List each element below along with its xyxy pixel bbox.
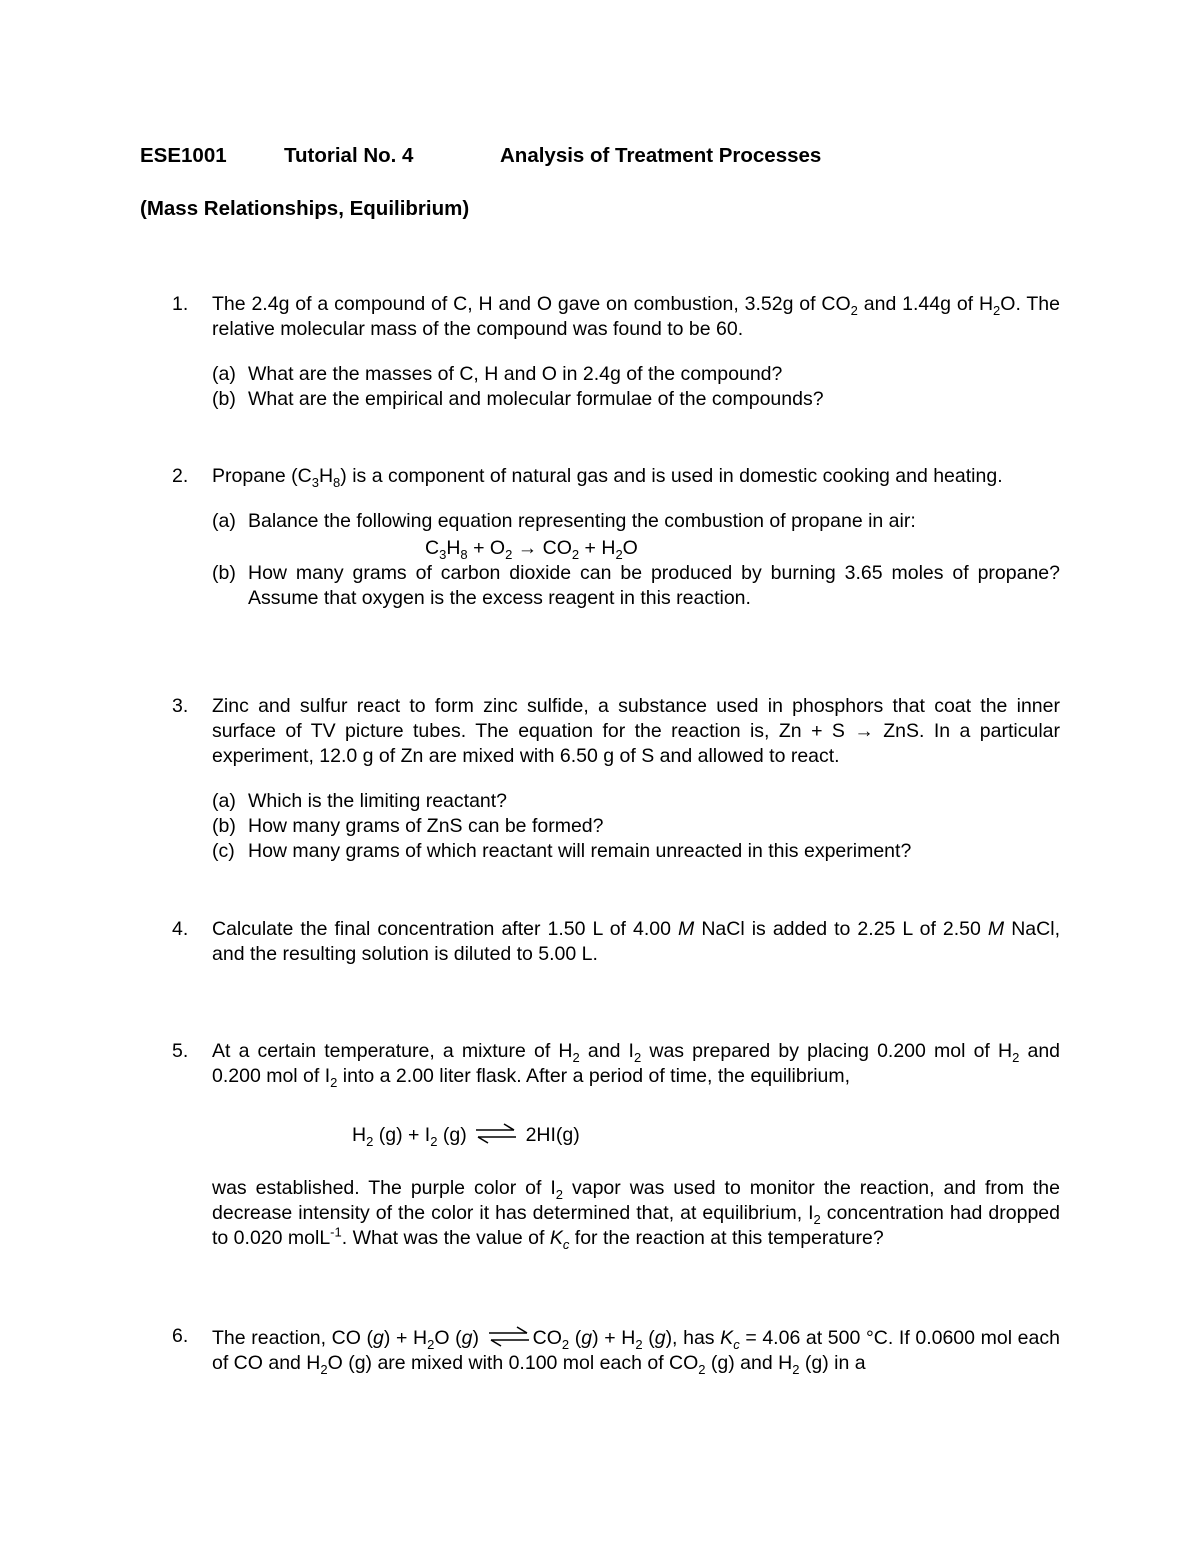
question-number: 1. — [172, 293, 189, 315]
question-text: Propane $(C_3H_8)$ is a component of natural gas and is used in domestic cooking and heating. — [212, 465, 1003, 490]
combustion-equation: $C_3H_8 + O_2 \to CO_2 + H_2O$ — [425, 537, 638, 562]
equilibrium-arrow-icon — [487, 1324, 531, 1350]
question-part: (c) How many grams of which reactant will remain unreacted in this experiment? — [212, 840, 912, 862]
question-text: The reaction, CO $(g) + H_2O$ (g) $CO_2$ $(g) + H_2$ (g), has $K_c = 4.06$ at 500 °C. If 0.0600 mol each of CO and $H_2O$ (g) are mixed with 0.100 mol each of $CO_2$ (g) and $H_2$ (g) in a — [212, 1324, 1060, 1376]
question-number: 4. — [172, 918, 189, 940]
question-5 — [172, 1039, 1060, 1089]
question-3 — [172, 694, 1060, 864]
question-part: (b) How many grams of ZnS can be formed? — [212, 815, 604, 837]
question-part: (a) Which is the limiting reactant? — [212, 790, 508, 812]
question-part: (b) What are the empirical and molecular formulae of the compounds? — [212, 388, 824, 410]
question-5-continued — [172, 1176, 1060, 1251]
question-text: At a certain temperature, a mixture of $H_2$ and $I_2$ was prepared by placing 0.200 mol of $H_2$ and 0.200 mol of $I_2$ into a 2.00 liter flask. After a period of time, the equilibrium, — [212, 1040, 1061, 1090]
equilibrium-arrow-icon — [474, 1121, 518, 1147]
question-1 — [172, 292, 1060, 412]
question-6 — [172, 1324, 1060, 1376]
question-part: (b) How many grams of carbon dioxide can be produced by burning 3.65 moles of propane? Assume that oxygen is the excess reagent in this reaction. — [212, 562, 1060, 609]
document-title: Analysis of Treatment Processes — [500, 144, 822, 167]
question-2 — [172, 464, 1060, 611]
equilibrium-equation: $H_2$ $(g) + I_2$ (g) 2HI(g) — [352, 1121, 580, 1147]
question-part: (a) Balance the following equation representing the combustion of propane in air: — [212, 510, 916, 532]
question-text: Calculate the final concentration after 1.50 L of 4.00 M NaCl is added to 2.25 L of 2.50 M NaCl, and the resulting solution is diluted to 5.00 L. — [212, 918, 1060, 965]
document-subtitle: (Mass Relationships, Equilibrium) — [140, 197, 470, 220]
question-text: The 2.4g of a compound of C, H and O gave on combustion, 3.52g of $CO_2$ and 1.44g of $H_2O$. The relative molecular mass of the compound was found to be 60. — [212, 293, 1060, 340]
question-number: 5. — [172, 1040, 189, 1062]
question-number: 6. — [172, 1325, 189, 1347]
question-text: Zinc and sulfur react to form zinc sulfide, a substance used in phosphors that coat the inner surface of TV picture tubes. The equation for the reaction is, Zn + S → ZnS. In a particular experiment, 12.0 g of Zn are mixed with 6.50 g of S and allowed to react. — [212, 695, 1060, 767]
tutorial-number: Tutorial No. 4 — [284, 144, 414, 167]
question-4 — [172, 917, 1060, 967]
course-code: ESE1001 — [140, 144, 227, 167]
question-part: (a) What are the masses of C, H and O in 2.4g of the compound? — [212, 363, 783, 385]
question-number: 3. — [172, 695, 189, 717]
question-text: was established. The purple color of $I_2$ vapor was used to monitor the reaction, and from the decrease intensity of the color it has determined that, at equilibrium, $I_2$ concentration had dropped to 0.020 molL$^{-1}$. What was the value of $K_c$ for the reaction at this temperature? — [212, 1177, 1061, 1252]
question-number: 2. — [172, 465, 189, 487]
